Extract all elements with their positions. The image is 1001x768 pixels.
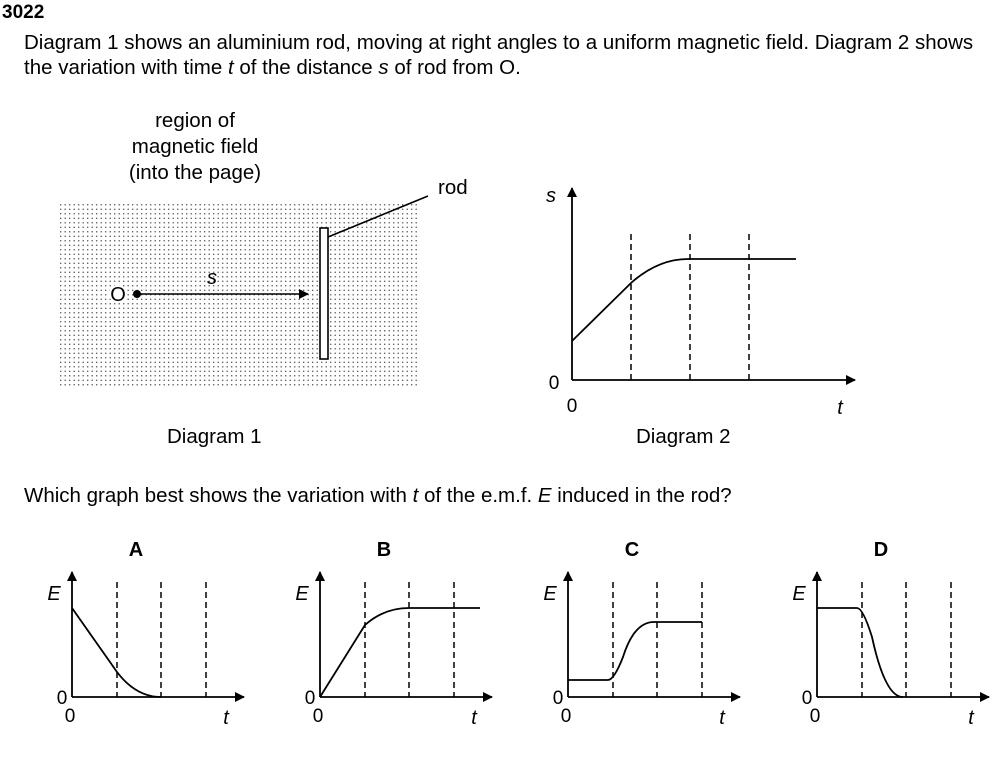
x-zero-label: 0	[312, 706, 324, 727]
x-axis-label: t	[223, 707, 229, 729]
y-zero-label: 0	[548, 373, 560, 394]
option-letter: C	[624, 539, 640, 561]
rod-label: rod	[438, 176, 468, 199]
option-graph-c	[543, 539, 740, 729]
emf-time-curve	[817, 608, 903, 697]
x-axis-label: t	[471, 707, 477, 729]
emf-time-curve	[320, 608, 480, 697]
question-stem: Diagram 1 shows an aluminium rod, moving at right angles to a uniform magnetic field. Diagram 2 shows the variation with time t of the distance s of rod from O.	[24, 31, 974, 79]
y-axis-label: E	[47, 583, 61, 605]
y-zero-label: 0	[304, 688, 316, 709]
option-graph-b	[295, 539, 492, 729]
field-region-label: region of magnetic field (into the page)	[128, 109, 262, 184]
option-graph-a	[47, 539, 244, 729]
x-zero-label: 0	[809, 706, 821, 727]
emf-time-curve	[568, 622, 702, 680]
x-zero-label: 0	[566, 396, 578, 417]
x-axis-label: t	[719, 707, 725, 729]
y-zero-label: 0	[801, 688, 813, 709]
option-graph-d	[792, 539, 989, 729]
diagram1-caption: Diagram 1	[167, 425, 262, 448]
y-axis-label: E	[792, 583, 806, 605]
y-axis-label: s	[546, 185, 556, 207]
x-zero-label: 0	[64, 706, 76, 727]
diagram1	[60, 196, 428, 386]
option-letter: A	[128, 539, 144, 561]
aluminium-rod	[320, 228, 328, 359]
distance-label: s	[207, 267, 217, 289]
y-axis-label: E	[295, 583, 309, 605]
x-axis-label: t	[968, 707, 974, 729]
diagram2-caption: Diagram 2	[636, 425, 731, 448]
x-zero-label: 0	[560, 706, 572, 727]
question-prompt: Which graph best shows the variation with t of the e.m.f. E induced in the rod?	[24, 484, 732, 507]
diagram2-graph	[546, 185, 855, 419]
y-zero-label: 0	[56, 688, 68, 709]
option-letter: B	[376, 539, 392, 561]
x-axis-label: t	[837, 397, 843, 419]
y-zero-label: 0	[552, 688, 564, 709]
y-axis-label: E	[543, 583, 557, 605]
question-number: 3022	[2, 2, 45, 23]
origin-label: O	[110, 284, 126, 306]
distance-time-curve	[572, 259, 796, 341]
option-letter: D	[873, 539, 889, 561]
